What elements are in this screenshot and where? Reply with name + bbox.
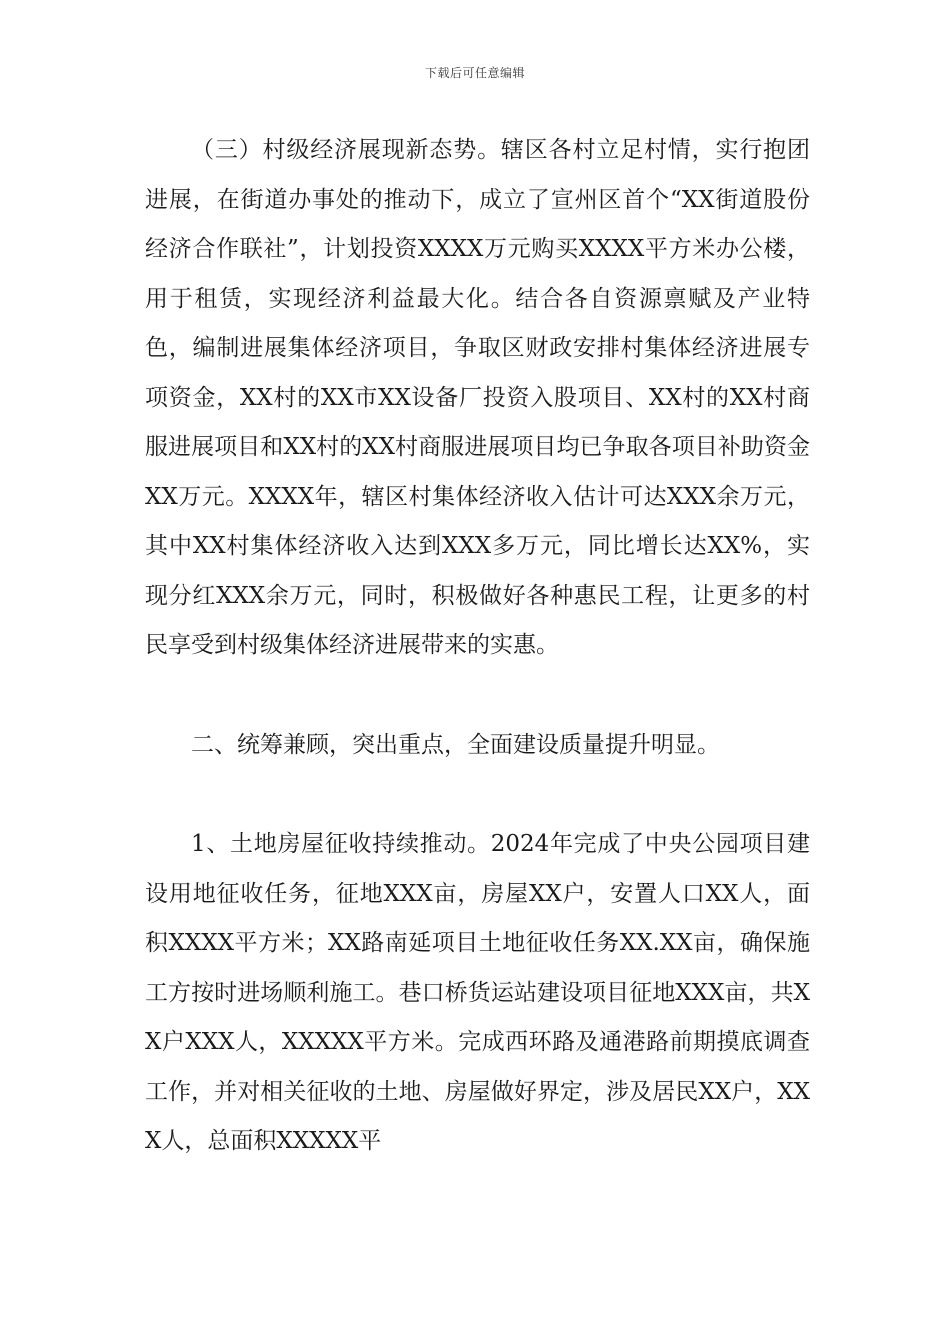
- paragraph-spacer: [145, 671, 810, 721]
- document-body: [145, 126, 810, 1167]
- paragraph-land-acquisition: 1、土地房屋征收持续推动。2024年完成了中央公园项目建设用地征收任务，征地XXX亩，房屋XX户，安置人口XX人，面积XXXX平方米；XX路南延项目土地征收任务XX.XX亩，确保施工方按时进场顺利施工。巷口桥货运站建设项目征地XXX亩，共XX户XXX人，XXXXX平方米。完成西环路及通港路前期摸底调查工作，并对相关征收的土地、房屋做好界定，涉及居民XX户，XXX人，总面积XXXXX平: [145, 831, 810, 1154]
- page-header-note: 下载后可任意编辑: [424, 66, 525, 80]
- paragraph-spacer: [145, 770, 810, 820]
- section-heading-two: 二、统筹兼顾，突出重点，全面建设质量提升明显。: [191, 731, 720, 758]
- paragraph-village-economy: （三）村级经济展现新态势。辖区各村立足村情，实行抱团进展，在街道办事处的推动下，成立了宣州区首个“XX街道股份经济合作联社”，计划投资XXXX万元购买XXXX平方米办公楼，用于租赁，实现经济利益最大化。结合各自资源禀赋及产业特色，编制进展集体经济项目，争取区财政安排村集体经济进展专项资金，XX村的XX市XX设备厂投资入股项目、XX村的XX村商服进展项目和XX村的XX村商服进展项目均已争取各项目补助资金XX万元。XXXX年，辖区村集体经济收入估计可达XXX余万元，其中XX村集体经济收入达到XXX多万元，同比增长达XX%，实现分红XXX余万元，同时，积极做好各种惠民工程，让更多的村民享受到村级集体经济进展带来的实惠。: [145, 137, 810, 658]
